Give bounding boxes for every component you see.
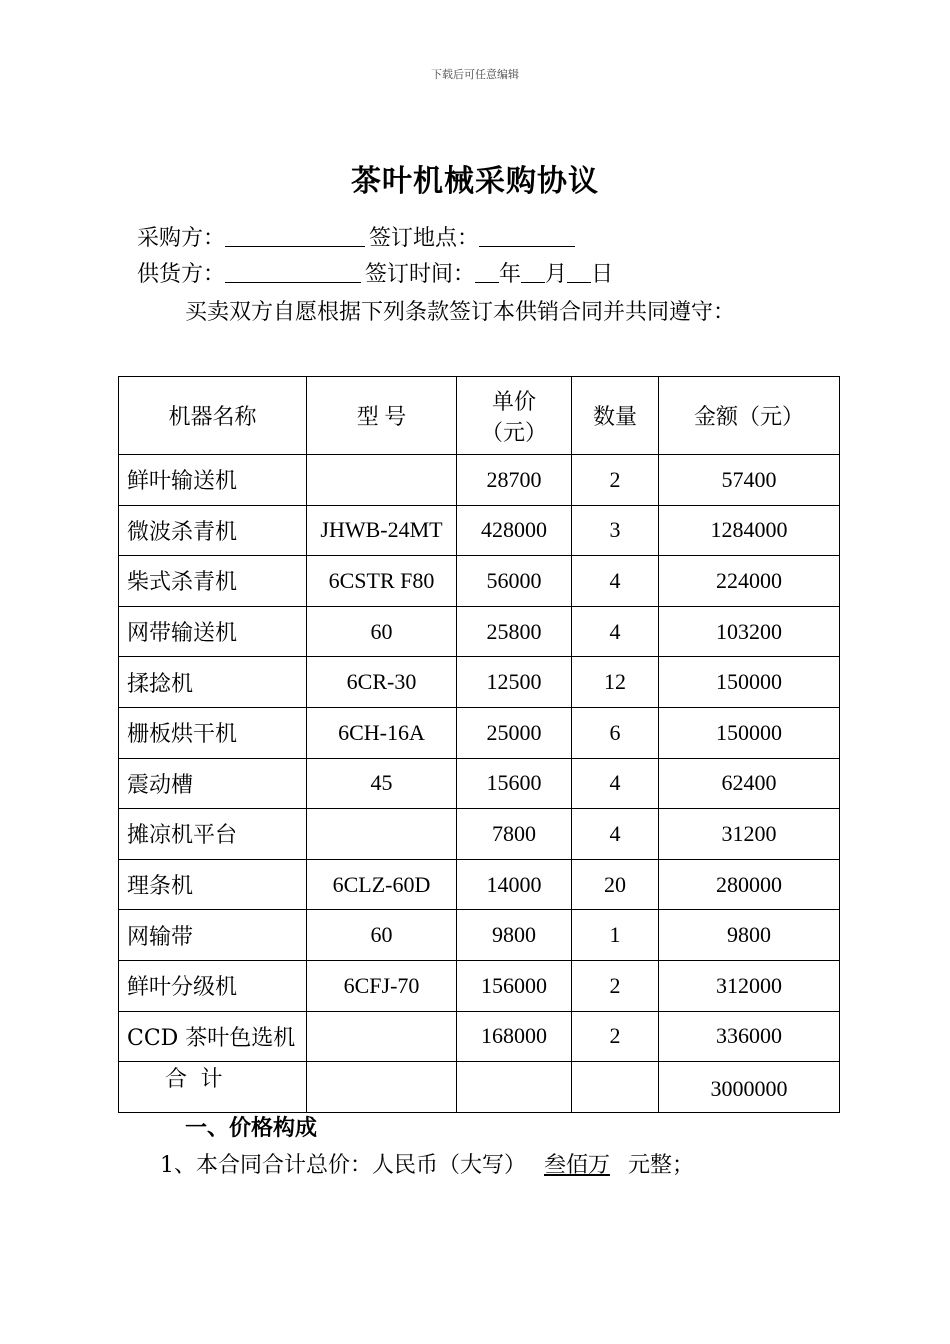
header-name: 机器名称 xyxy=(119,377,307,455)
header-model: 型 号 xyxy=(307,377,457,455)
cell-price: 25800 xyxy=(457,606,572,657)
cell-price: 15600 xyxy=(457,758,572,809)
cell-model: 6CLZ-60D xyxy=(307,859,457,910)
cell-qty: 2 xyxy=(572,960,659,1011)
cell-qty: 12 xyxy=(572,657,659,708)
buyer-blank xyxy=(225,224,365,247)
clause-prefix: 1、本合同合计总价：人民币（大写） xyxy=(160,1153,526,1178)
cell-amount: 280000 xyxy=(659,859,840,910)
header-price-line2: （元） xyxy=(480,419,547,445)
cell-name: 摊凉机平台 xyxy=(119,809,307,860)
cell-price: 56000 xyxy=(457,556,572,607)
year-blank xyxy=(475,260,499,283)
place-label: 签订地点： xyxy=(369,226,480,251)
cell-name: 震动槽 xyxy=(119,758,307,809)
cell-amount: 1284000 xyxy=(659,505,840,556)
cell-name: 柴式杀青机 xyxy=(119,556,307,607)
intro-text: 买卖双方自愿根据下列条款签订本供销合同并共同遵守： xyxy=(185,300,736,325)
empty-cell xyxy=(307,1062,457,1113)
cell-model: JHWB-24MT xyxy=(307,505,457,556)
supplier-blank xyxy=(225,260,361,283)
header-price-line1: 单价 xyxy=(491,388,536,414)
cell-amount: 9800 xyxy=(659,910,840,961)
cell-name: 揉捻机 xyxy=(119,657,307,708)
buyer-line xyxy=(137,224,575,254)
table-row xyxy=(119,707,840,758)
buyer-label: 采购方： xyxy=(137,226,226,251)
cell-qty: 4 xyxy=(572,758,659,809)
cell-amount: 31200 xyxy=(659,809,840,860)
cell-model: 60 xyxy=(307,910,457,961)
cell-amount: 336000 xyxy=(659,1011,840,1062)
cell-price: 25000 xyxy=(457,707,572,758)
cell-model xyxy=(307,809,457,860)
clause-suffix: 元整； xyxy=(628,1153,695,1178)
cell-name: 鲜叶分级机 xyxy=(119,960,307,1011)
cell-amount: 62400 xyxy=(659,758,840,809)
cell-qty: 1 xyxy=(572,910,659,961)
section-heading: 一、价格构成 xyxy=(185,1116,318,1141)
month-label: 月 xyxy=(545,262,568,287)
cell-amount: 312000 xyxy=(659,960,840,1011)
table-row xyxy=(119,758,840,809)
year-label: 年 xyxy=(499,262,522,287)
cell-name: 栅板烘干机 xyxy=(119,707,307,758)
cell-name: CCD 茶叶色选机 xyxy=(119,1011,307,1062)
cell-qty: 6 xyxy=(572,707,659,758)
cell-model xyxy=(307,455,457,506)
cell-qty: 2 xyxy=(572,455,659,506)
table-row xyxy=(119,606,840,657)
supplier-line xyxy=(137,260,613,290)
total-row xyxy=(119,1062,840,1113)
table-row xyxy=(119,657,840,708)
cell-name: 网输带 xyxy=(119,910,307,961)
place-blank xyxy=(479,224,575,247)
cell-price: 7800 xyxy=(457,809,572,860)
cell-model: 60 xyxy=(307,606,457,657)
time-label: 签订时间： xyxy=(365,262,476,287)
cell-model: 45 xyxy=(307,758,457,809)
equipment-table xyxy=(118,376,840,1113)
day-label: 日 xyxy=(591,262,614,287)
price-clause xyxy=(160,1148,694,1179)
cell-price: 9800 xyxy=(457,910,572,961)
cell-model: 6CSTR F80 xyxy=(307,556,457,607)
cell-amount: 150000 xyxy=(659,657,840,708)
cell-qty: 4 xyxy=(572,809,659,860)
cell-name: 理条机 xyxy=(119,859,307,910)
empty-cell xyxy=(572,1062,659,1113)
total-amount: 3000000 xyxy=(659,1062,840,1113)
day-blank xyxy=(567,260,591,283)
table-row xyxy=(119,1011,840,1062)
cell-name: 鲜叶输送机 xyxy=(119,455,307,506)
cell-price: 156000 xyxy=(457,960,572,1011)
cell-qty: 3 xyxy=(572,505,659,556)
month-blank xyxy=(521,260,545,283)
document-title: 茶叶机械采购协议 xyxy=(351,164,599,199)
cell-qty: 4 xyxy=(572,606,659,657)
supplier-label: 供货方： xyxy=(137,262,226,287)
header-amount: 金额（元） xyxy=(659,377,840,455)
cell-name: 网带输送机 xyxy=(119,606,307,657)
header-price xyxy=(457,377,572,455)
table-row xyxy=(119,455,840,506)
cell-price: 428000 xyxy=(457,505,572,556)
cell-price: 14000 xyxy=(457,859,572,910)
table-row xyxy=(119,556,840,607)
cell-model: 6CFJ-70 xyxy=(307,960,457,1011)
cell-price: 28700 xyxy=(457,455,572,506)
table-header-row xyxy=(119,377,840,455)
header-qty: 数量 xyxy=(572,377,659,455)
cell-amount: 224000 xyxy=(659,556,840,607)
table-row xyxy=(119,910,840,961)
cell-qty: 4 xyxy=(572,556,659,607)
cell-amount: 57400 xyxy=(659,455,840,506)
cell-qty: 20 xyxy=(572,859,659,910)
cell-qty: 2 xyxy=(572,1011,659,1062)
cell-name: 微波杀青机 xyxy=(119,505,307,556)
table-row xyxy=(119,505,840,556)
cell-model: 6CH-16A xyxy=(307,707,457,758)
cell-amount: 150000 xyxy=(659,707,840,758)
empty-cell xyxy=(457,1062,572,1113)
total-label: 合 计 xyxy=(119,1062,307,1113)
table-row xyxy=(119,859,840,910)
table-row xyxy=(119,960,840,1011)
cell-price: 12500 xyxy=(457,657,572,708)
cell-model: 6CR-30 xyxy=(307,657,457,708)
cell-model xyxy=(307,1011,457,1062)
cell-amount: 103200 xyxy=(659,606,840,657)
table-row xyxy=(119,809,840,860)
page-header-note: 下载后可任意编辑 xyxy=(431,68,519,81)
cell-price: 168000 xyxy=(457,1011,572,1062)
amount-in-words: 叁佰万 xyxy=(544,1153,611,1178)
